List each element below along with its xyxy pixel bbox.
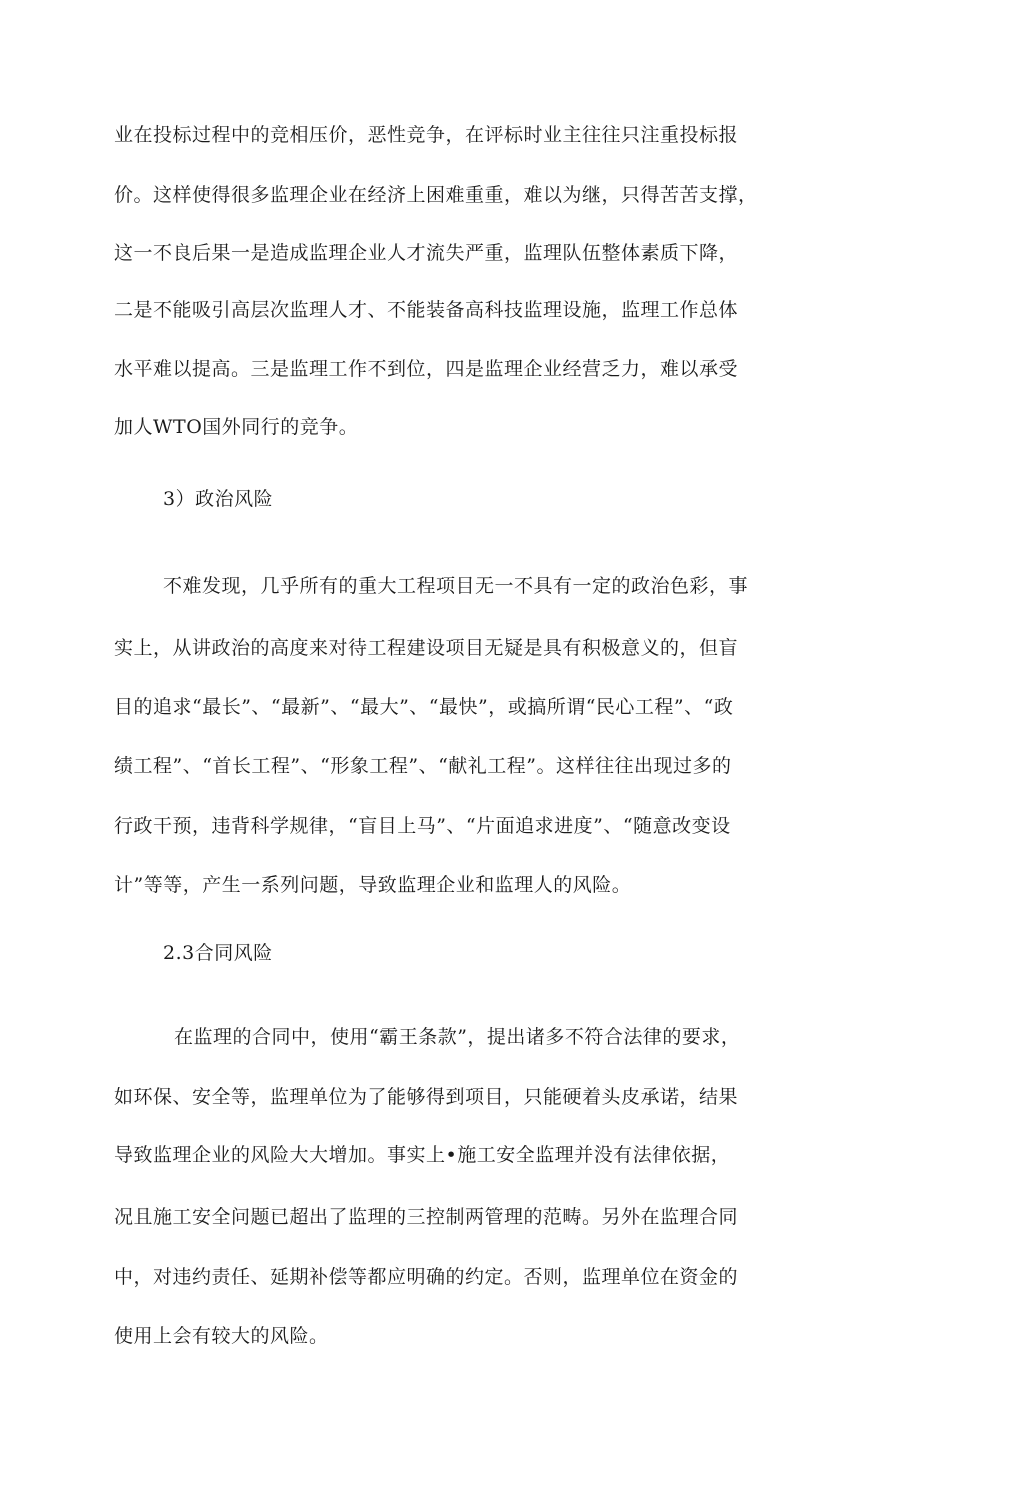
paragraph-line: 水平难以提高。三是监理工作不到位，四是监理企业经营乏力，难以承受 xyxy=(114,358,739,380)
paragraph-line: 实上，从讲政治的高度来对待工程建设项目无疑是具有积极意义的，但盲 xyxy=(114,637,739,659)
paragraph-line: 价。这样使得很多监理企业在经济上困难重重，难以为继，只得苦苦支撑， xyxy=(114,184,758,206)
paragraph-line: 不难发现，几乎所有的重大工程项目无一不具有一定的政治色彩，事 xyxy=(163,575,749,597)
paragraph-line: 这一不良后果一是造成监理企业人才流失严重，监理队伍整体素质下降， xyxy=(114,242,739,264)
paragraph-line: 中，对违约责任、延期补偿等都应明确的约定。否则，监理单位在资金的 xyxy=(114,1266,739,1288)
paragraph-line: 绩工程”、“首长工程”、“形象工程”、“献礼工程”。这样往往出现过多的 xyxy=(114,755,732,777)
paragraph-line: 况且施工安全问题已超出了监理的三控制两管理的范畴。另外在监理合同 xyxy=(114,1206,739,1228)
paragraph-line: 导致监理企业的风险大大增加。事实上•施工安全监理并没有法律依据， xyxy=(114,1144,731,1166)
section-heading-contract-risk: 2.3合同风险 xyxy=(163,942,273,964)
section-heading-political-risk: 3）政治风险 xyxy=(163,488,274,510)
paragraph-line: 二是不能吸引高层次监理人才、不能装备高科技监理设施，监理工作总体 xyxy=(114,299,739,321)
paragraph-line: 目的追求“最长”、“最新”、“最大”、“最快”，或搞所谓“民心工程”、“政 xyxy=(114,696,734,718)
paragraph-line: 使用上会有较大的风险。 xyxy=(114,1325,329,1347)
paragraph-line: 业在投标过程中的竞相压价，恶性竞争，在评标时业主往往只注重投标报 xyxy=(114,124,739,146)
paragraph-line: 如环保、安全等，监理单位为了能够得到项目，只能硬着头皮承诺，结果 xyxy=(114,1086,739,1108)
paragraph-line: 加人WTO国外同行的竞争。 xyxy=(114,416,359,438)
paragraph-line: 在监理的合同中，使用“霸王条款”，提出诸多不符合法律的要求， xyxy=(174,1026,741,1048)
paragraph-line: 行政干预，违背科学规律，“盲目上马”、“片面追求进度”、“随意改变设 xyxy=(114,815,731,837)
paragraph-line: 计”等等，产生一系列问题，导致监理企业和监理人的风险。 xyxy=(114,874,632,896)
